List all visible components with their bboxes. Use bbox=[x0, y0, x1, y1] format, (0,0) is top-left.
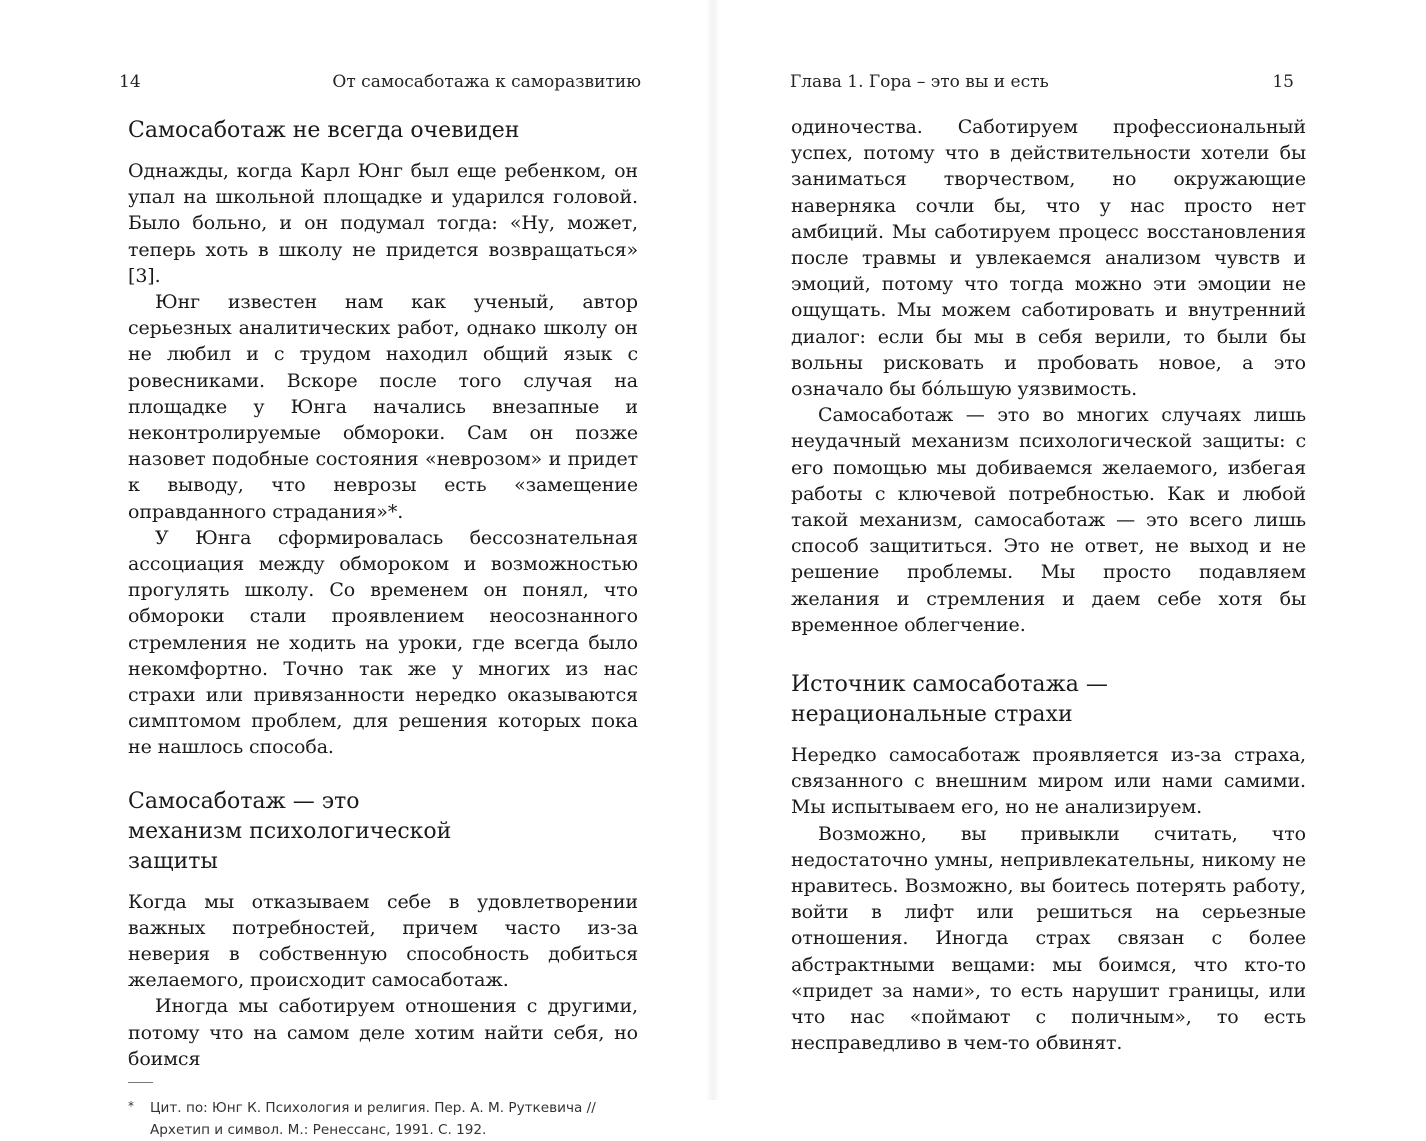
footnote bbox=[128, 1097, 638, 1141]
paragraph: Однажды, когда Карл Юнг был еще ребенком, он упал на школьной площадке и ударился головой. Было больно, и он подумал тогда: «Ну, может, теперь хоть в школу не придется возвращаться» [3]. bbox=[128, 160, 638, 287]
running-title: От самосаботажа к саморазвитию bbox=[332, 72, 641, 92]
left-page bbox=[0, 0, 713, 1139]
footnote-divider bbox=[128, 1082, 153, 1083]
page-number: 14 bbox=[119, 72, 141, 92]
paragraph: одиночества. Саботируем профессиональный успех, потому что в действительности хотели бы заниматься творчеством, но окружающие наверняка сочли бы, что у нас просто нет амбиций. Мы саботируем процесс восстановления после травмы и увлекаемся анализом чувств и эмоций, потому что тогда можно эти эмоции не ощущать. Мы можем саботировать и внутренний диалог: если бы мы в себя верили, то были бы вольны рисковать и пробовать новое, а это означало бы бóльшую уязвимость. bbox=[791, 116, 1306, 401]
text-column bbox=[791, 114, 1306, 1057]
paragraph: Иногда мы саботируем отношения с другими, потому что на самом деле хотим найти себя, но боимся bbox=[128, 995, 638, 1070]
paragraph: У Юнга сформировалась бессознательная ассоциация между обмороком и возможностью прогулять школу. Со временем он понял, что обмороки стали проявлением неосознанного стремления не ходить на уроки, где всегда было некомфортно. Точно так же у многих из нас страхи или привязанности нередко оказываются симптомом проблем, для решения которых пока не нашлось способа. bbox=[128, 526, 638, 759]
footnote-text: Цит. по: Юнг К. Психология и религия. Пер. А. М. Руткевича // Архетип и символ. М.: Ренессанс, 1991. С. 192. bbox=[150, 1100, 596, 1139]
paragraph: Юнг известен нам как ученый, автор серьезных аналитических работ, однако школу он не любил и с трудом находил общий язык с ровесниками. Вскоре после того случая на площадке у Юнга начались внезапные и неконтролируемые обмороки. Сам он позже назовет подобные состояния «неврозом» и придет к выводу, что неврозы есть «замещение оправданного страдания»*. bbox=[128, 291, 638, 523]
page-number: 15 bbox=[1272, 72, 1294, 92]
paragraph: Нередко самосаботаж проявляется из-за страха, связанного с внешним миром или нами самими. Мы испытываем его, но не анализируем. bbox=[791, 744, 1306, 819]
section-heading: Самосаботаж не всегда очевиден bbox=[128, 118, 520, 143]
section-heading: Самосаботаж — это механизм психологической защиты bbox=[128, 788, 452, 874]
footnote-mark: * bbox=[128, 1099, 134, 1114]
section-heading: Источник самосаботажа — нерациональные страхи bbox=[791, 672, 1108, 728]
paragraph: Когда мы отказываем себе в удовлетворении важных потребностей, причем часто из-за неверия в собственную способность добиться желаемого, происходит самосаботаж. bbox=[128, 890, 638, 992]
paragraph: Возможно, вы привыкли считать, что недостаточно умны, непривлекательны, никому не нравитесь. Возможно, вы боитесь потерять работу, войти в лифт или решиться на серьезные отношения. Иногда страх связан с более абстрактными вещами: мы боимся, что кто-то «придет за нами», то есть нарушит границы, или что нас «поймают с поличным», то есть несправедливо в чем-то обвинят. bbox=[791, 822, 1306, 1055]
right-page bbox=[713, 0, 1426, 1100]
paragraph: Самосаботаж — это во многих случаях лишь неудачный механизм психологической защиты: с его помощью мы добиваемся желаемого, избегая работы с ключевой потребностью. Как и любой такой механизм, самосаботаж — это всего лишь способ защититься. Это не ответ, не выход и не решение проблемы. Мы просто подавляем желания и стремления и даем себе хотя бы временное облегчение. bbox=[791, 404, 1306, 636]
running-title: Глава 1. Гора – это вы и есть bbox=[790, 72, 1049, 92]
text-column bbox=[128, 112, 638, 1141]
